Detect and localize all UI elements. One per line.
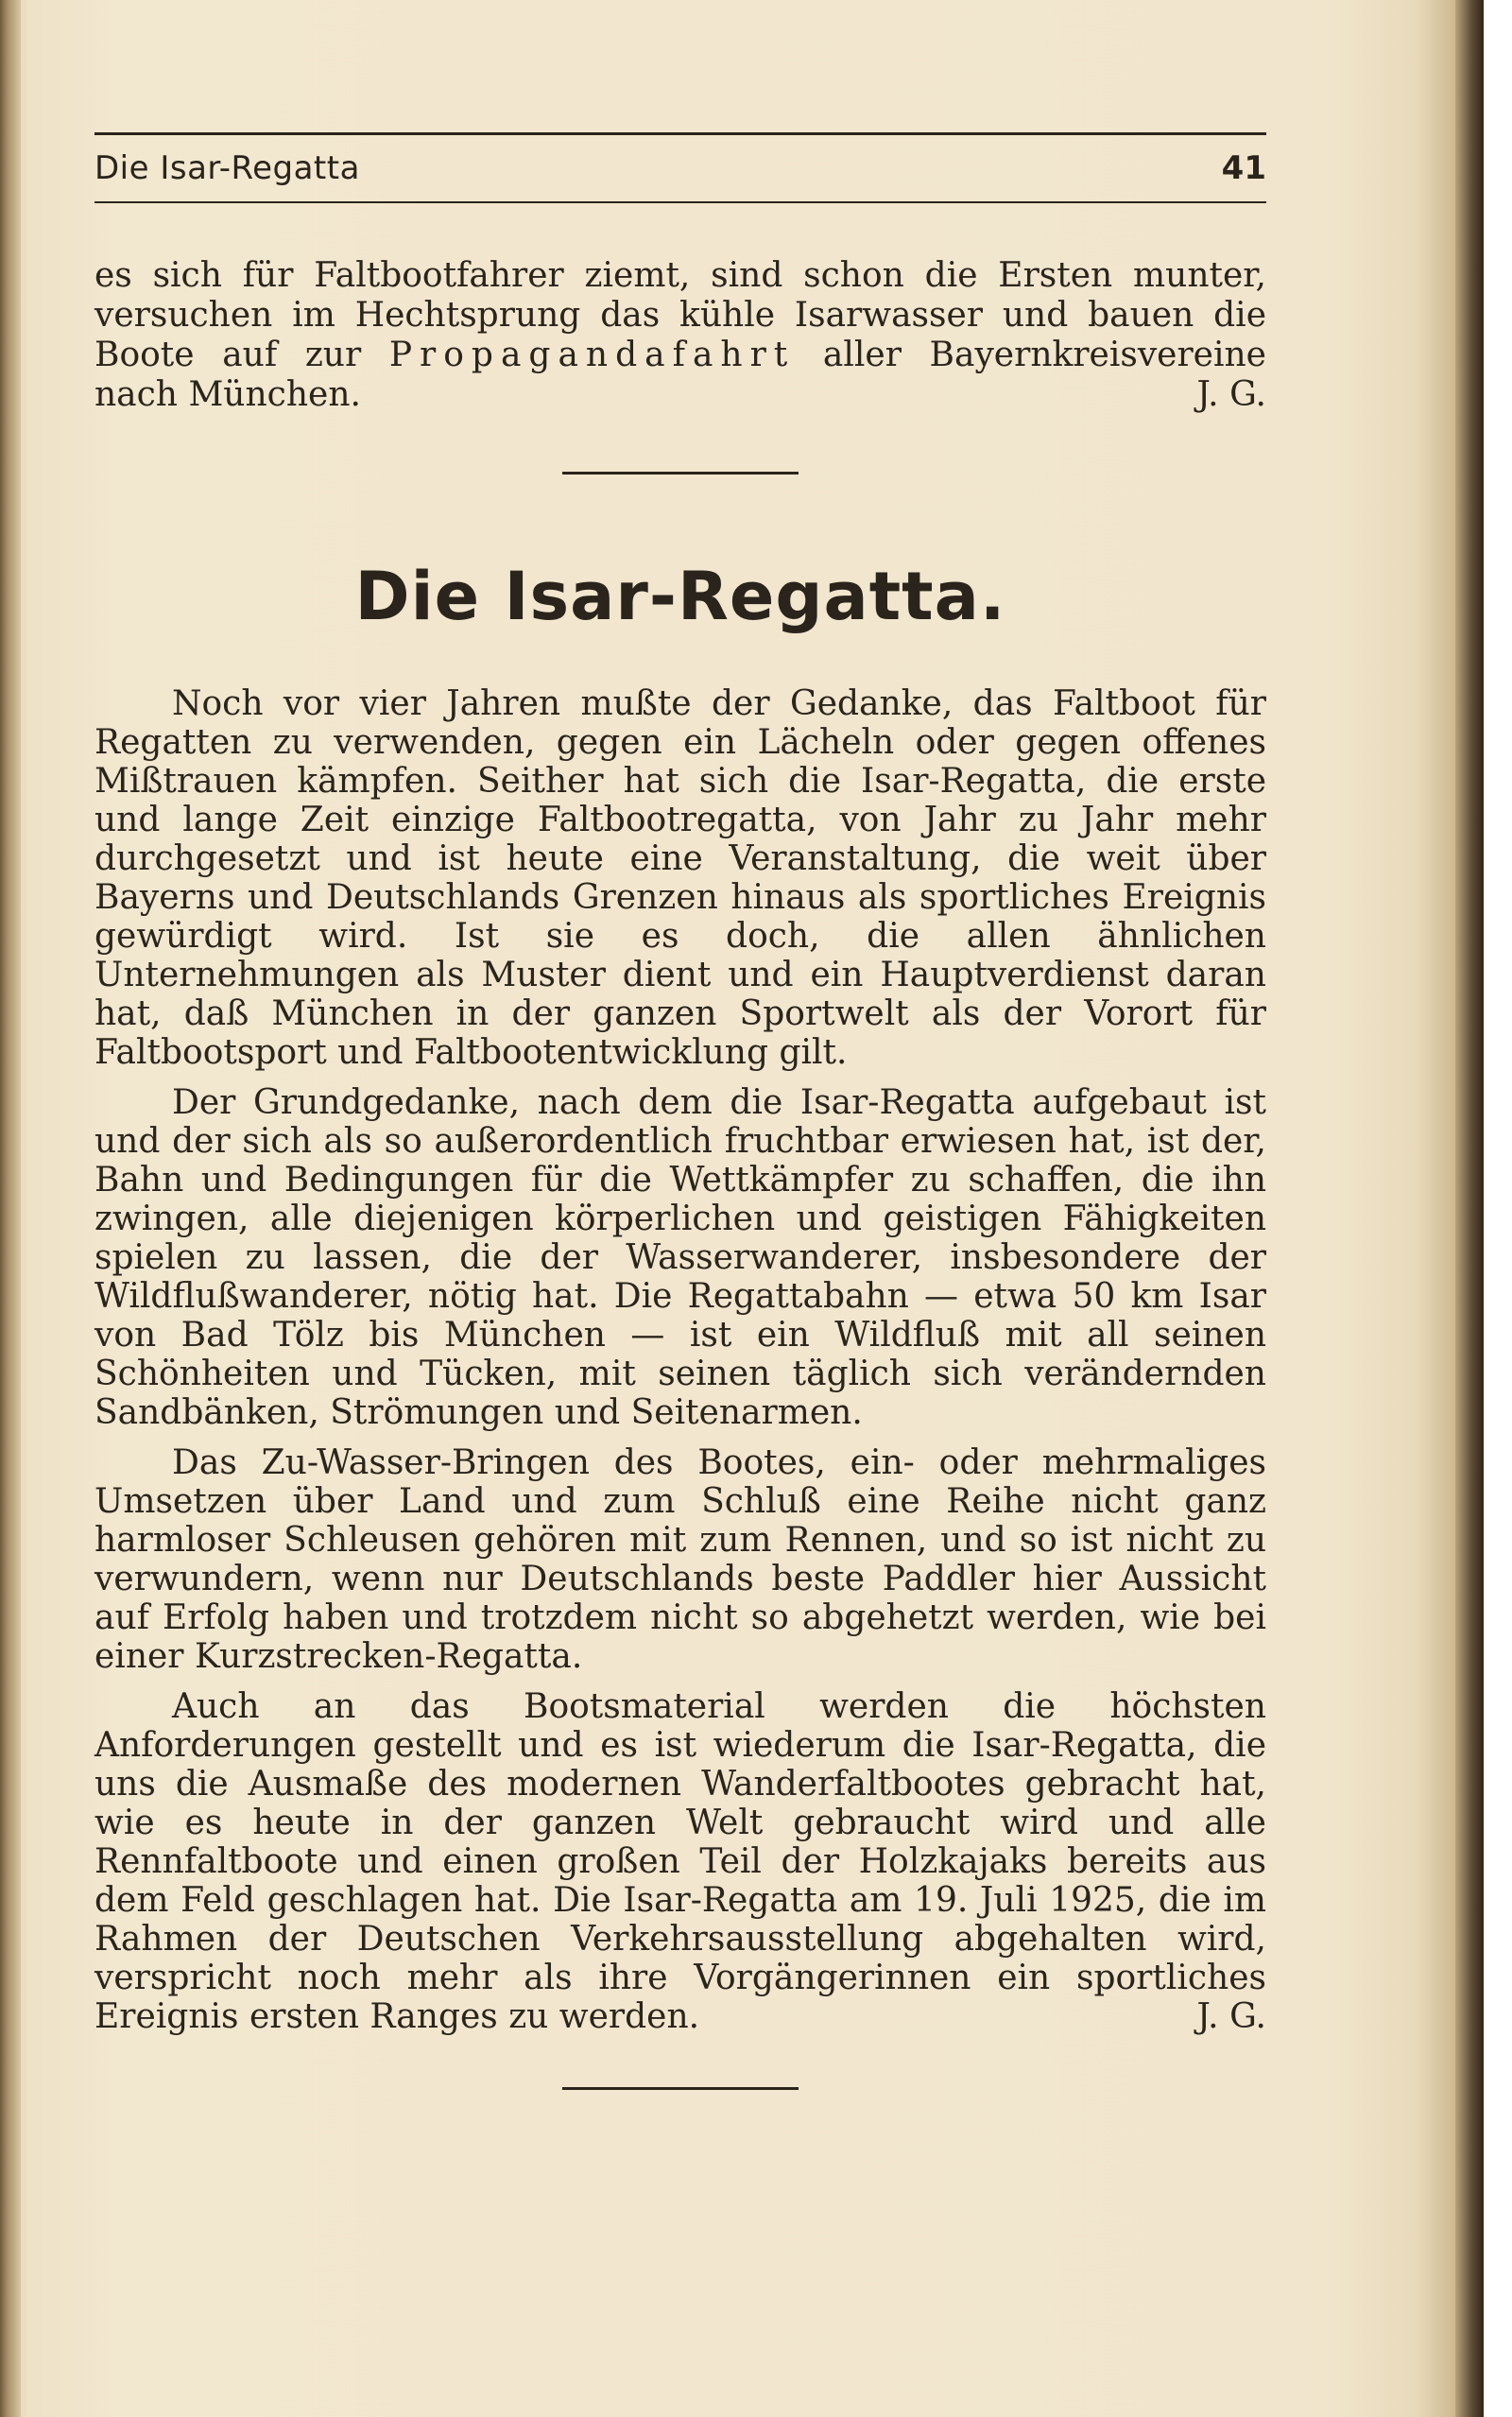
- binding-edge: [0, 0, 21, 2417]
- paragraph: Das Zu-Wasser-Bringen des Bootes, ein- oder mehrmaliges Umsetzen über Land und zum Schluß eine Reihe nicht ganz harmloser Schleusen gehören mit zum Rennen, und so ist nicht zu verwundern, wenn nur Deutschlands beste Paddler hier Aussicht auf Erfolg haben und trotzdem nicht so abgehetzt werden, wie bei einer Kurzstrecken-Regatta.: [94, 1443, 1266, 1676]
- article-body: [94, 684, 1266, 2036]
- page-stack-edge: [1455, 0, 1484, 2417]
- page-number: 41: [1221, 149, 1266, 187]
- paragraph: Der Grundgedanke, nach dem die Isar-Regatta aufgebaut ist und der sich als so außerordentlich fruchtbar erwiesen hat, ist der, Bahn und Bedingungen für die Wettkämpfer zu schaffen, die ihn zwingen, alle diejenigen körperlichen und geistigen Fähigkeiten spielen zu lassen, die der Wasserwanderer, insbesondere der Wildflußwanderer, nötig hat. Die Regattabahn — etwa 50 km Isar von Bad Tölz bis München — ist ein Wildfluß mit all seinen Schönheiten und Tücken, mit seinen täglich sich verändernden Sandbänken, Strömungen und Seitenarmen.: [94, 1083, 1266, 1432]
- previous-article-text: es sich für Faltbootfahrer ziemt, sind schon die Ersten munter, versuchen im Hechtsprung das kühle Isarwasser und bauen die Boote auf zur: [94, 256, 1266, 374]
- paragraph: Noch vor vier Jahren mußte der Gedanke, das Faltboot für Regatten zu verwenden, gegen ein Lächeln oder gegen offenes Mißtrauen kämpfen. Seither hat sich die Isar-Regatta, die erste und lange Zeit einzige Faltbootregatta, von Jahr zu Jahr mehr durchgesetzt und ist heute eine Veranstaltung, die weit über Bayerns und Deutschlands Grenzen hinaus als sportliches Ereignis gewürdigt wird. Ist sie es doch, die allen ähnlichen Unternehmungen als Muster dient und ein Hauptverdienst daran hat, daß München in der ganzen Sportwelt als der Vorort für Faltbootsport und Faltbootentwicklung gilt.: [94, 684, 1266, 1072]
- running-head-title: Die Isar-Regatta: [94, 149, 360, 187]
- end-divider: [562, 2087, 799, 2090]
- paragraph-text: Auch an das Bootsmaterial werden die höchsten Anforderungen gestellt und es ist wiederum die Isar-Regatta, die uns die Ausmaße des modernen Wanderfaltbootes gebracht hat, wie es heute in der ganzen Welt gebraucht wird und alle Rennfaltboote und einen großen Teil der Holzkajaks bereits aus dem Feld geschlagen hat. Die Isar-Regatta am 19. Juli 1925, die im Rahmen der Deutschen Verkehrsausstellung abgehalten wird, verspricht noch mehr als ihre Vorgängerinnen ein sportliches Ereignis ersten Ranges zu werden.: [94, 1687, 1266, 2036]
- article-signature: J. G.: [1196, 1997, 1266, 2036]
- page-content: [94, 132, 1266, 2090]
- previous-article-text-end: aller Bayernkreisvereine nach München.: [94, 336, 1266, 414]
- previous-article-ending: [94, 256, 1266, 415]
- paragraph: [94, 1687, 1266, 2036]
- previous-article-signature: J. G.: [1196, 375, 1266, 414]
- article-title: Die Isar-Regatta.: [354, 558, 1006, 635]
- section-divider: [562, 472, 799, 475]
- spaced-emphasis: Propagandafahrt: [388, 336, 796, 374]
- running-header: [94, 132, 1266, 203]
